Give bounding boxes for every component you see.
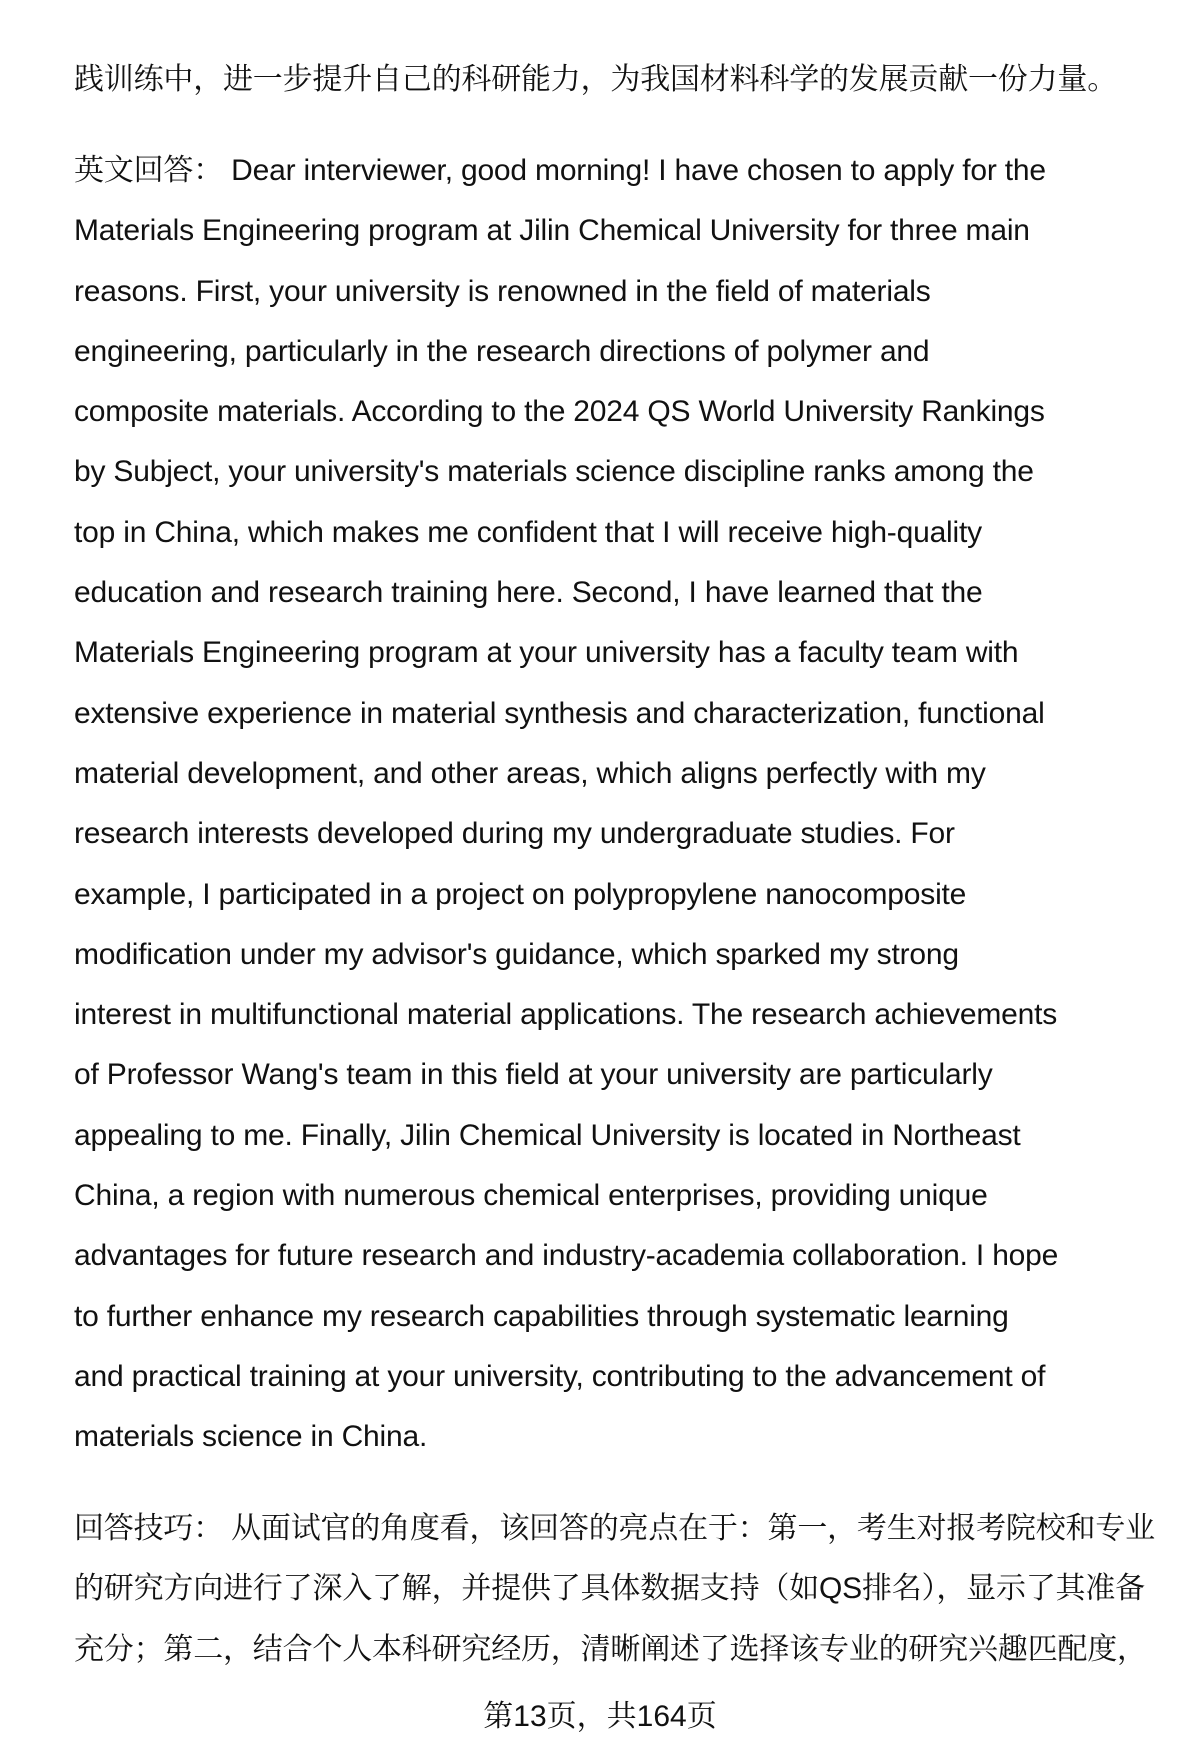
text-line: by Subject, your university's materials science discipline ranks among the bbox=[74, 455, 1034, 489]
text-line: material development, and other areas, which aligns perfectly with my bbox=[74, 756, 986, 790]
text-line: modification under my advisor's guidance, which sparked my strong bbox=[74, 937, 959, 971]
answer-tips-paragraph bbox=[74, 1499, 1174, 1680]
text-line: education and research training here. Second, I have learned that the bbox=[74, 576, 983, 610]
text-line: advantages for future research and industry-academia collaboration. I hope bbox=[74, 1239, 1059, 1273]
text-line: extensive experience in material synthesis and characterization, functional bbox=[74, 696, 1045, 730]
text-line: 践训练中，进一步提升自己的科研能力，为我国材料科学的发展贡献一份力量。 bbox=[74, 63, 1117, 96]
text-line: appealing to me. Finally, Jilin Chemical University is located in Northeast bbox=[74, 1118, 1021, 1152]
text-line: research interests developed during my undergraduate studies. For bbox=[74, 817, 955, 851]
page-indicator: 第13页，共164页 bbox=[483, 1700, 717, 1733]
text-line: composite materials. According to the 2024 QS World University Rankings bbox=[74, 395, 1045, 429]
text-line: engineering, particularly in the research directions of polymer and bbox=[74, 334, 930, 368]
text-line: of Professor Wang's team in this field at your university are particularly bbox=[74, 1058, 993, 1092]
text-line: 充分；第二，结合个人本科研究经历，清晰阐述了选择该专业的研究兴趣匹配度， bbox=[74, 1632, 1147, 1666]
text-line: interest in multifunctional material applications. The research achievements bbox=[74, 998, 1058, 1032]
text-line: Materials Engineering program at Jilin Chemical University for three main bbox=[74, 214, 1030, 248]
text-line: top in China, which makes me confident that I will receive high-quality bbox=[74, 515, 982, 549]
text-line: 的研究方向进行了深入了解，并提供了具体数据支持（如QS排名），显示了其准备 bbox=[74, 1572, 1145, 1606]
text-line: and practical training at your university, contributing to the advancement of bbox=[74, 1359, 1046, 1393]
paragraph-continuation bbox=[74, 50, 1174, 110]
text-line: 回答技巧： 从面试官的角度看，该回答的亮点在于：第一，考生对报考院校和专业 bbox=[74, 1512, 1155, 1545]
text-line: example, I participated in a project on polypropylene nanocomposite bbox=[74, 877, 967, 911]
text-line: China, a region with numerous chemical enterprises, providing unique bbox=[74, 1179, 988, 1213]
text-line: Materials Engineering program at your university has a faculty team with bbox=[74, 636, 1019, 670]
text-line: reasons. First, your university is renowned in the field of materials bbox=[74, 274, 931, 308]
text-line: to further enhance my research capabilities through systematic learning bbox=[74, 1299, 1009, 1333]
text-line: materials science in China. bbox=[74, 1420, 428, 1454]
english-answer-paragraph bbox=[74, 141, 1174, 1468]
text-line: 英文回答： Dear interviewer, good morning! I have chosen to apply for the bbox=[74, 154, 1046, 187]
